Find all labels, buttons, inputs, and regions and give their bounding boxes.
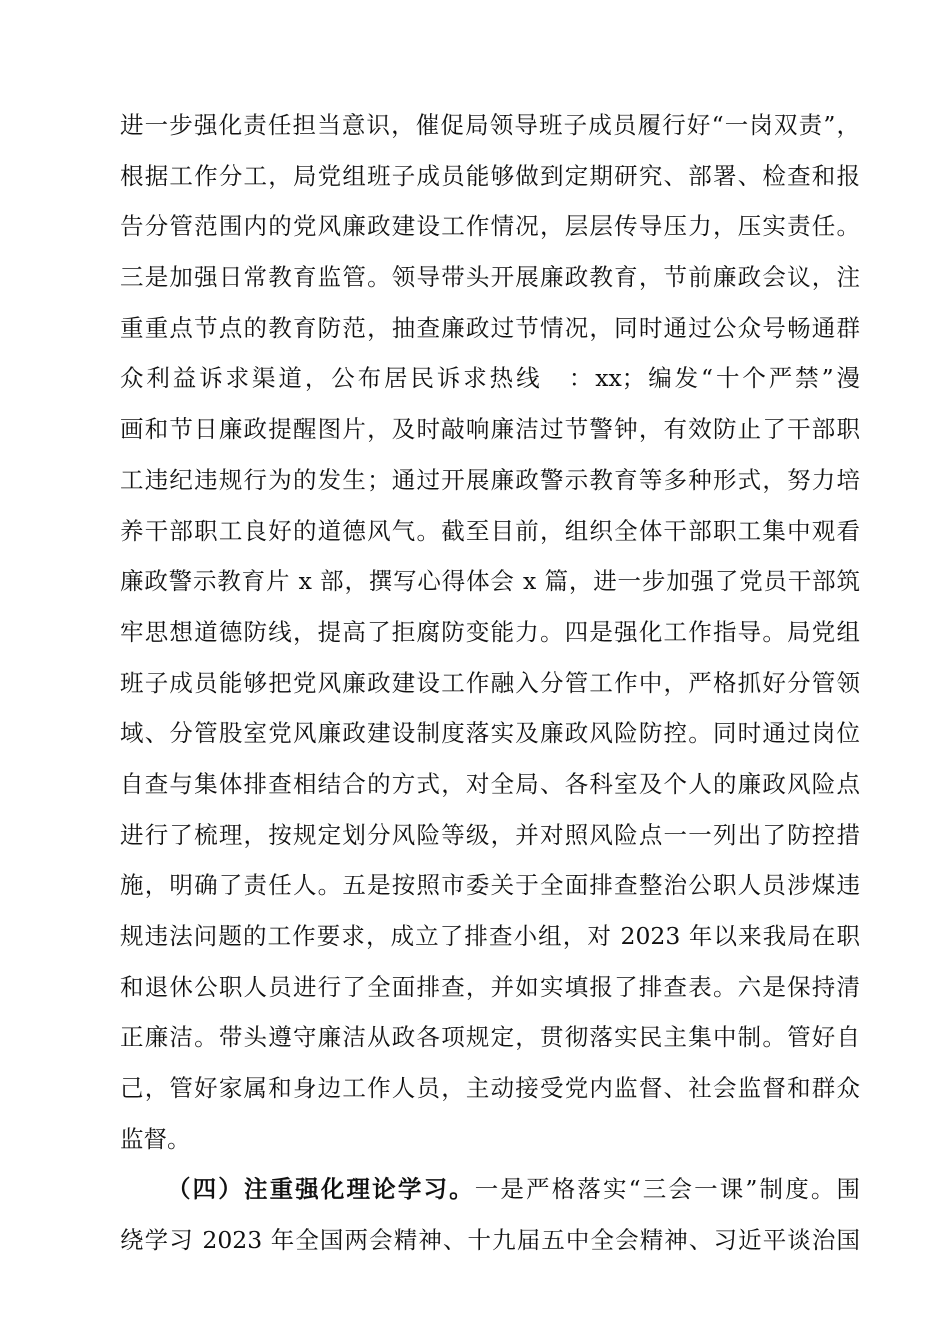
section-text: 一是严格落实“三会一课”制度。围 [474, 1175, 860, 1204]
text-line: 告分管范围内的党风廉政建设工作情况，层层传导压力，压实责任。 [120, 212, 860, 241]
text-line: 域、分管股室党风廉政建设制度落实及廉政风险防控。同时通过岗位 [120, 719, 860, 748]
text-line: 施，明确了责任人。五是按照市委关于全面排查整治公职人员涉煤违 [120, 871, 860, 900]
text-line: 画和节日廉政提醒图片，及时敲响廉洁过节警钟，有效防止了干部职 [120, 415, 860, 444]
text-line: 廉政警示教育片 x 部，撰写心得体会 x 篇，进一步加强了党员干部筑 [120, 567, 860, 596]
text-line: 规违法问题的工作要求，成立了排查小组，对 2023 年以来我局在职 [120, 922, 860, 950]
text-line: 进行了梳理，按规定划分风险等级，并对照风险点一一列出了防控措 [120, 820, 860, 849]
text-line: 重重点节点的教育防范，抽查廉政过节情况，同时通过公众号畅通群 [120, 313, 860, 342]
text-line: 根据工作分工，局党组班子成员能够做到定期研究、部署、检查和报 [120, 161, 860, 190]
text-line: 工违纪违规行为的发生；通过开展廉政警示教育等多种形式，努力培 [120, 465, 860, 494]
text-line: 和退休公职人员进行了全面排查，并如实填报了排查表。六是保持清 [120, 972, 860, 1001]
text-line: 进一步强化责任担当意识，催促局领导班子成员履行好“一岗双责”， [120, 111, 860, 139]
text-line: 班子成员能够把党风廉政建设工作融入分管工作中，严格抓好分管领 [120, 668, 860, 697]
text-line: 正廉洁。带头遵守廉洁从政各项规定，贯彻落实民主集中制。管好自 [120, 1023, 860, 1052]
text-line: 监督。 [120, 1124, 191, 1153]
section-heading: （四）注重强化理论学习。 [167, 1175, 475, 1204]
section-heading-line [120, 1164, 860, 1215]
text-line: 三是加强日常教育监管。领导带头开展廉政教育，节前廉政会议，注 [120, 263, 860, 292]
text-line: 养干部职工良好的道德风气。截至目前，组织全体干部职工集中观看 [120, 516, 860, 545]
text-line: 众利益诉求渠道，公布居民诉求热线 ：xx；编发“十个严禁”漫 [120, 364, 860, 393]
text-line: 自查与集体排查相结合的方式，对全局、各科室及个人的廉政风险点 [120, 769, 860, 798]
text-line: 绕学习 2023 年全国两会精神、十九届五中全会精神、习近平谈治国 [120, 1226, 860, 1255]
text-line: 己，管好家属和身边工作人员，主动接受党内监督、社会监督和群众 [120, 1074, 860, 1103]
body-text [120, 100, 860, 1266]
text-line: 牢思想道德防线，提高了拒腐防变能力。四是强化工作指导。局党组 [120, 617, 860, 646]
